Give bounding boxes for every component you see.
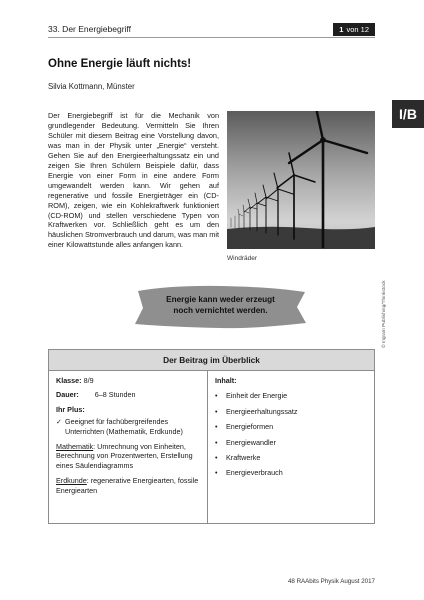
bullet-icon: • bbox=[215, 406, 218, 416]
page-current: 1 bbox=[339, 25, 344, 34]
key-statement-banner bbox=[132, 283, 309, 331]
inhalt-item bbox=[215, 422, 367, 431]
plus-item bbox=[56, 417, 200, 436]
wind-turbines-photo bbox=[227, 111, 375, 249]
bullet-icon: • bbox=[215, 437, 218, 447]
page-indicator bbox=[333, 23, 375, 36]
overview-box bbox=[48, 349, 375, 524]
article-title: Ohne Energie läuft nichts! bbox=[48, 58, 192, 70]
bullet-icon: • bbox=[215, 453, 218, 463]
photo-credit-text: © Ingram Publishing/Thinkstock bbox=[382, 280, 387, 348]
inhalt-item bbox=[215, 453, 367, 462]
erdkunde-label: Erdkunde bbox=[56, 476, 87, 486]
math-note bbox=[56, 442, 200, 470]
inhalt-label: Inhalt: bbox=[215, 376, 237, 385]
inhalt-item bbox=[215, 468, 367, 477]
klasse-value: 8/9 bbox=[83, 376, 94, 385]
bullet-icon: • bbox=[215, 391, 218, 401]
intro-paragraph: Der Energiebegriff ist für die Mechanik von grundlegender Bedeutung. Vermitteln Sie Ihren Schüler mit diesem Beitrag eine Vorstellung davon, was man in der Physik unter „Energie“ versteht. Gehen Sie auf den Energieerhaltungssatz ein und zeigen Sie Ihren Schülern Beispiele dafür, dass Energie von einer Form in eine andere Form umgewandelt werden kann. Wir gehen auf regenerative und fossile Energieträger ein (CD-ROM), zeigen, wie ein Kohlekraftwerk funktioniert (CD-ROM) und stellen verschiedene Typen von Kraftwerken vor. Schließlich geht es um den häuslichen Stromverbrauch und darum, was man mit einer Kilowattstunde alles anfangen kann. bbox=[48, 111, 219, 250]
dauer-row bbox=[56, 390, 200, 399]
dauer-value: 6–8 Stunden bbox=[94, 390, 136, 400]
overview-content bbox=[208, 371, 374, 523]
section-tab: I/B bbox=[392, 100, 424, 128]
chapter-title: 33. Der Energiebegriff bbox=[48, 24, 132, 34]
inhalt-item bbox=[215, 391, 367, 400]
klasse-label: Klasse: bbox=[56, 376, 82, 385]
overview-details bbox=[49, 371, 208, 523]
inhalt-item-text: Energieformen bbox=[226, 422, 274, 432]
key-statement-line-2: noch vernichtet werden. bbox=[173, 306, 268, 315]
author-line: Silvia Kottmann, Münster bbox=[48, 82, 135, 91]
overview-heading: Der Beitrag im Überblick bbox=[49, 350, 374, 371]
key-statement bbox=[132, 294, 309, 316]
plus-item-text: Geeignet für fachübergreifendes Unterrichten (Mathematik, Erdkunde) bbox=[65, 417, 183, 436]
inhalt-item-text: Energieerhaltungssatz bbox=[226, 406, 298, 416]
check-icon: ✓ bbox=[56, 417, 63, 427]
inhalt-item-text: Kraftwerke bbox=[226, 453, 261, 463]
photo-caption: Windräder bbox=[227, 255, 257, 262]
math-text: : Umrechnung von Einheiten, Berechnung von Prozentwerten, Erstellung eines Säulendiagramms bbox=[56, 442, 193, 470]
running-header bbox=[48, 24, 375, 38]
plus-label: Ihr Plus: bbox=[56, 404, 85, 414]
inhalt-item-text: Einheit der Energie bbox=[226, 391, 288, 401]
photo-credit bbox=[382, 258, 390, 348]
inhalt-list bbox=[215, 391, 367, 477]
dauer-label: Dauer: bbox=[56, 390, 79, 400]
key-statement-line-1: Energie kann weder erzeugt bbox=[166, 295, 275, 304]
page-footer: 48 RAAbits Physik August 2017 bbox=[287, 578, 375, 585]
erdkunde-text: : regenerative Energiearten, fossile Energiearten bbox=[56, 476, 199, 495]
inhalt-item bbox=[215, 438, 367, 447]
bullet-icon: • bbox=[215, 468, 218, 478]
inhalt-item-text: Energiewandler bbox=[226, 437, 276, 447]
page-total: von 12 bbox=[346, 25, 369, 34]
bullet-icon: • bbox=[215, 422, 218, 432]
erdkunde-note bbox=[56, 476, 200, 495]
inhalt-item bbox=[215, 407, 367, 416]
klasse-row bbox=[56, 376, 200, 385]
inhalt-item-text: Energieverbrauch bbox=[226, 468, 283, 478]
math-label: Mathematik bbox=[56, 442, 94, 452]
